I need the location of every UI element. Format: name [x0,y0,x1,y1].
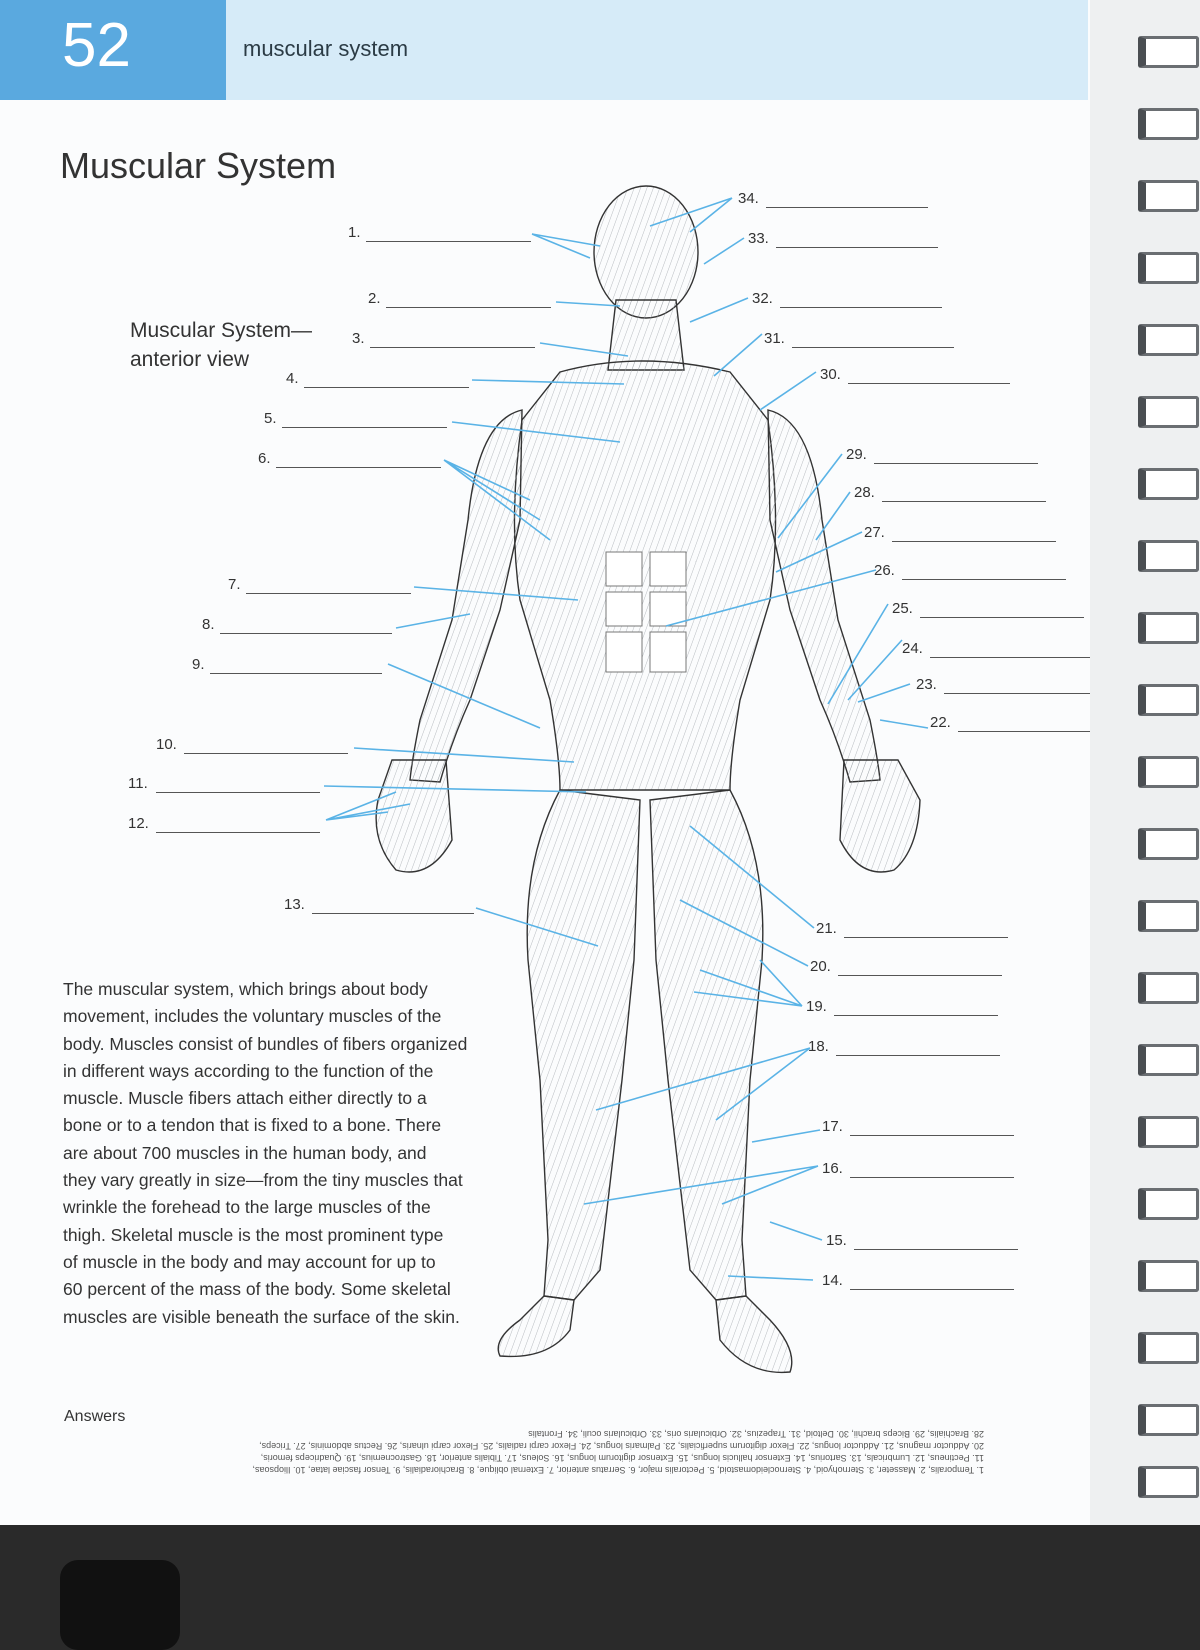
answer-blank-4[interactable] [304,387,469,388]
answer-blank-32[interactable] [780,307,942,308]
text-line: The muscular system, which brings about body [63,979,428,999]
right-leg [527,790,640,1300]
binding-ring [1138,1188,1199,1220]
label-15: 15. [826,1232,847,1249]
answer-blank-27[interactable] [892,541,1056,542]
label-19: 19. [806,998,827,1015]
binding-ring [1138,36,1199,68]
right-arm [410,410,522,782]
label-29: 29. [846,446,867,463]
binding-ring [1138,1466,1199,1498]
binding-ring [1138,1044,1199,1076]
text-line: they vary greatly in size—from the tiny muscles that [63,1170,463,1191]
answer-blank-9[interactable] [210,673,382,674]
label-21: 21. [816,920,837,937]
text-line: body. Muscles consist of bundles of fibers organized [63,1033,468,1054]
text-line: in different ways according to the function of the [63,1060,434,1081]
answer-blank-7[interactable] [246,593,411,594]
label-12: 12. [128,815,149,832]
spiral-binding [1090,0,1200,1525]
binding-ring [1138,108,1199,140]
label-25: 25. [892,600,913,617]
answer-blank-14[interactable] [850,1289,1014,1290]
text-line: thigh. Skeletal muscle is the most prominent type [63,1224,444,1245]
binding-ring [1138,1404,1199,1436]
answer-blank-2[interactable] [386,307,551,308]
binding-ring [1138,900,1199,932]
left-arm [768,410,880,782]
left-leg [650,790,763,1300]
label-16: 16. [822,1160,843,1177]
label-24: 24. [902,640,923,657]
answer-blank-5[interactable] [282,427,447,428]
text-line: muscle. Muscle fibers attach either directly to a [63,1088,427,1109]
torso [514,361,775,790]
label-34: 34. [738,190,759,207]
answer-blank-21[interactable] [844,937,1008,938]
answer-blank-20[interactable] [838,975,1002,976]
text-line: wrinkle the forehead to the large muscles of the [63,1197,431,1218]
label-11: 11. [128,775,148,792]
binding-ring [1138,684,1199,716]
scan-background [0,1525,1200,1650]
binding-ring [1138,756,1199,788]
answer-blank-13[interactable] [312,913,474,914]
answer-blank-33[interactable] [776,247,938,248]
answer-blank-15[interactable] [854,1249,1018,1250]
label-5: 5. [264,410,277,427]
text-line: are about 700 muscles in the human body, and [63,1142,427,1163]
label-18: 18. [808,1038,829,1055]
answer-blank-8[interactable] [220,633,392,634]
binding-ring [1138,540,1199,572]
binding-ring [1138,1332,1199,1364]
left-hand [840,760,920,872]
binding-ring [1138,324,1199,356]
answer-blank-16[interactable] [850,1177,1014,1178]
answer-blank-10[interactable] [184,753,348,754]
answer-blank-25[interactable] [920,617,1084,618]
answer-blank-29[interactable] [874,463,1038,464]
label-32: 32. [752,290,773,307]
right-foot [498,1296,574,1356]
label-9: 9. [192,656,205,673]
label-1: 1. [348,224,361,241]
scan-shadow-object [60,1560,180,1650]
label-28: 28. [854,484,875,501]
binding-ring [1138,396,1199,428]
section-title: muscular system [243,36,409,61]
answers-line: 11. Pectineus, 12. Lumbricals, 13. Sartorius, 14. Extensor hallucis longus, 15. Extensor digitorum longus, 16. Soleus, 17. Tibialis anterior, 18. Gastrocnemius, 19. Quadriceps femoris, [260,1453,984,1463]
page-number: 52 [62,11,131,80]
answer-blank-11[interactable] [156,792,320,793]
answer-blank-31[interactable] [792,347,954,348]
label-26: 26. [874,562,895,579]
binding-ring [1138,468,1199,500]
text-line: 60 percent of the mass of the body. Some skeletal [63,1279,451,1300]
answer-blank-3[interactable] [370,347,535,348]
binding-ring [1138,1260,1199,1292]
text-line: bone or to a tendon that is fixed to a bone. There [63,1115,442,1136]
label-4: 4. [286,370,299,387]
answer-blank-26[interactable] [902,579,1066,580]
label-10: 10. [156,736,177,753]
label-2: 2. [368,290,381,307]
answer-blank-12[interactable] [156,832,320,833]
label-7: 7. [228,576,241,593]
subtitle-line: anterior view [130,348,250,371]
label-23: 23. [916,676,937,693]
label-8: 8. [202,616,215,633]
subtitle-line: Muscular System— [130,319,313,342]
binding-ring [1138,828,1199,860]
label-14: 14. [822,1272,843,1289]
label-22: 22. [930,714,951,731]
answer-blank-18[interactable] [836,1055,1000,1056]
binding-ring [1138,612,1199,644]
answers-key-upside-down [64,1428,984,1476]
answers-line: 1. Temporalis, 2. Masseter, 3. Sternohyoid, 4. Sternocleidomastoid, 5. Pectoralis major, 6. Serratus anterior, 7. External oblique, 8. Brachioradialis, 9. Tensor fasciae latae, 10. Iliopsoas, [252,1465,984,1475]
answer-blank-34[interactable] [766,207,928,208]
label-13: 13. [284,896,305,913]
binding-ring [1138,972,1199,1004]
answers-line: 20. Adductor magnus, 21. Adductor longus, 22. Flexor digitorum superficialis, 23. Palmaris longus, 24. Flexor carpi radialis, 25. Flexor carpi ulnaris, 26. Rectus abdominis, 27. Triceps, [259,1441,984,1451]
answers-heading: Answers [64,1408,126,1425]
text-line: movement, includes the voluntary muscles of the [63,1006,442,1027]
answer-blank-28[interactable] [882,501,1046,502]
answer-blank-24[interactable] [930,657,1094,658]
label-20: 20. [810,958,831,975]
label-27: 27. [864,524,885,541]
binding-ring [1138,252,1199,284]
neck [608,300,684,370]
answer-blank-30[interactable] [848,383,1010,384]
label-33: 33. [748,230,769,247]
label-31: 31. [764,330,785,347]
text-line: muscles are visible beneath the surface of the skin. [63,1306,460,1327]
label-17: 17. [822,1118,843,1135]
page-title: Muscular System [60,145,337,186]
right-hand [376,760,452,872]
label-6: 6. [258,450,271,467]
label-3: 3. [352,330,365,347]
answer-blank-17[interactable] [850,1135,1014,1136]
answer-blank-6[interactable] [276,467,441,468]
answers-line: 28. Brachialis, 29. Biceps brachii, 30. Deltoid, 31. Trapezius, 32. Orbicularis oris, 33. Orbicularis oculi, 34. Frontalis [528,1429,984,1439]
left-foot [716,1296,792,1372]
head [594,186,698,318]
binding-ring [1138,1116,1199,1148]
answer-blank-1[interactable] [366,241,531,242]
text-line: of muscle in the body and may account for up to [63,1251,436,1272]
answer-blank-23[interactable] [944,693,1108,694]
description-paragraph [63,976,483,1331]
answer-blank-19[interactable] [834,1015,998,1016]
binding-ring [1138,180,1199,212]
label-30: 30. [820,366,841,383]
